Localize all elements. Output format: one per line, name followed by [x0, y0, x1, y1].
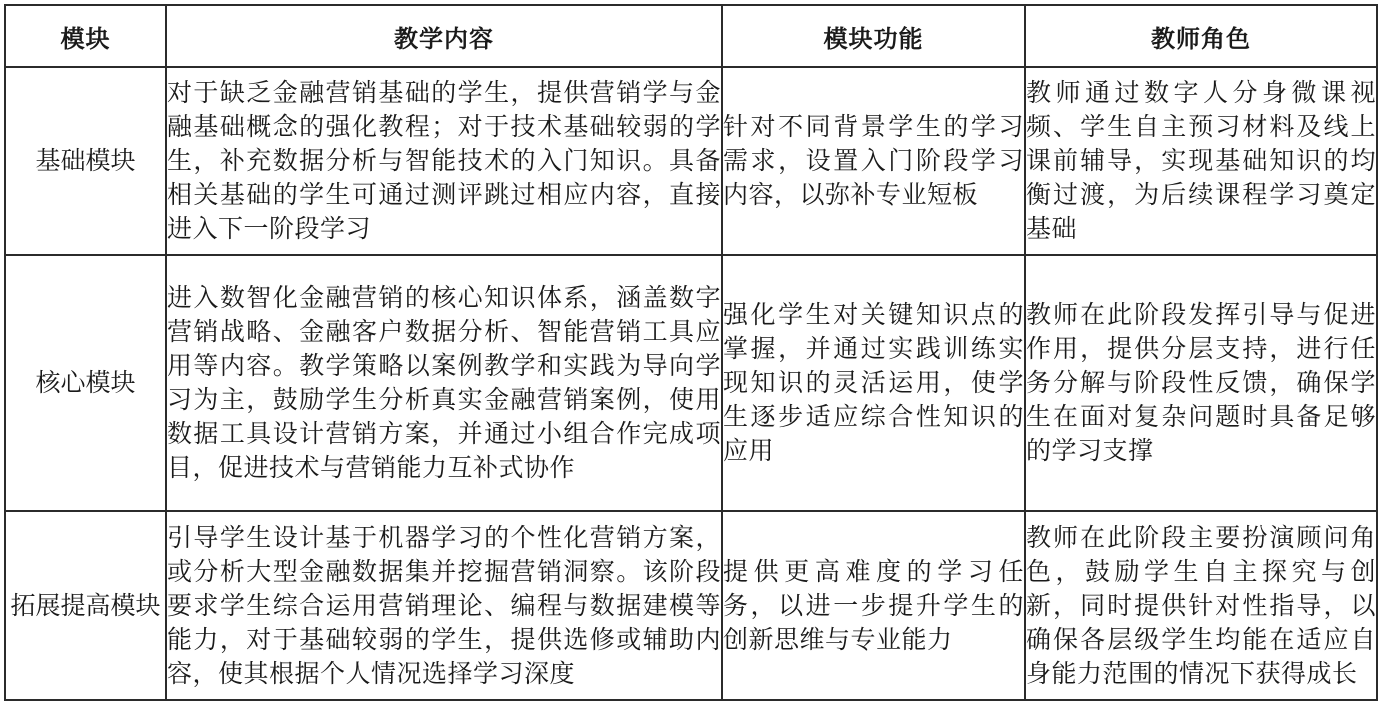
teacher-role-cell: [1025, 511, 1377, 700]
module-name-cell: 基础模块: [5, 67, 166, 255]
content-text: 引导学生设计基于机器学习的个性化营销方案，或分析大型金融数据集并挖掘营销洞察。该阶段要求学生综合运用营销理论、编程与数据建模等能力，对于基础较弱的学生，提供选修或辅助内容，使其根据个人情况选择学习深度: [167, 522, 721, 688]
content-cell: [166, 67, 722, 255]
teacher-role-text: 教师在此阶段发挥引导与促进作用，提供分层支持，进行任务分解与阶段性反馈，确保学生在面对复杂问题时具备足够的学习支撑: [1026, 300, 1376, 465]
teacher-role-text: 教师在此阶段主要扮演顾问角色，鼓励学生自主探究与创新，同时提供针对性指导，以确保各层级学生均能在适应自身能力范围的情况下获得成长: [1026, 522, 1376, 688]
function-cell: [722, 255, 1025, 511]
module-table: [4, 4, 1378, 701]
content-text: 对于缺乏金融营销基础的学生，提供营销学与金融基础概念的强化教程；对于技术基础较弱的学生，补充数据分析与智能技术的入门知识。具备相关基础的学生可通过测评跳过相应内容，直接进入下一阶段学习: [167, 78, 721, 243]
module-name-cell: 拓展提高模块: [5, 511, 166, 700]
header-teacher-role: 教师角色: [1025, 5, 1377, 67]
content-cell: [166, 511, 722, 700]
function-cell: [722, 67, 1025, 255]
table-row: [5, 67, 1377, 255]
function-text: 针对不同背景学生的学习需求，设置入门阶段学习内容，以弥补专业短板: [723, 112, 1024, 209]
table-row: [5, 255, 1377, 511]
header-row: [5, 5, 1377, 67]
table-row: [5, 511, 1377, 700]
teacher-role-text: 教师通过数字人分身微课视频、学生自主预习材料及线上课前辅导，实现基础知识的均衡过渡，为后续课程学习奠定基础: [1026, 78, 1376, 243]
header-function: 模块功能: [722, 5, 1025, 67]
header-module: 模块: [5, 5, 166, 67]
teacher-role-cell: [1025, 67, 1377, 255]
header-content: 教学内容: [166, 5, 722, 67]
module-name-cell: 核心模块: [5, 255, 166, 511]
content-text: 进入数智化金融营销的核心知识体系，涵盖数字营销战略、金融客户数据分析、智能营销工具应用等内容。教学策略以案例教学和实践为导向学习为主，鼓励学生分析真实金融营销案例，使用数据工具设计营销方案，并通过小组合作完成项目，促进技术与营销能力互补式协作: [167, 283, 721, 482]
function-text: 提供更高难度的学习任务，以进一步提升学生的创新思维与专业能力: [723, 556, 1024, 654]
function-text: 强化学生对关键知识点的掌握，并通过实践训练实现知识的灵活运用，使学生逐步适应综合性知识的应用: [723, 300, 1024, 465]
teacher-role-cell: [1025, 255, 1377, 511]
content-cell: [166, 255, 722, 511]
function-cell: [722, 511, 1025, 700]
